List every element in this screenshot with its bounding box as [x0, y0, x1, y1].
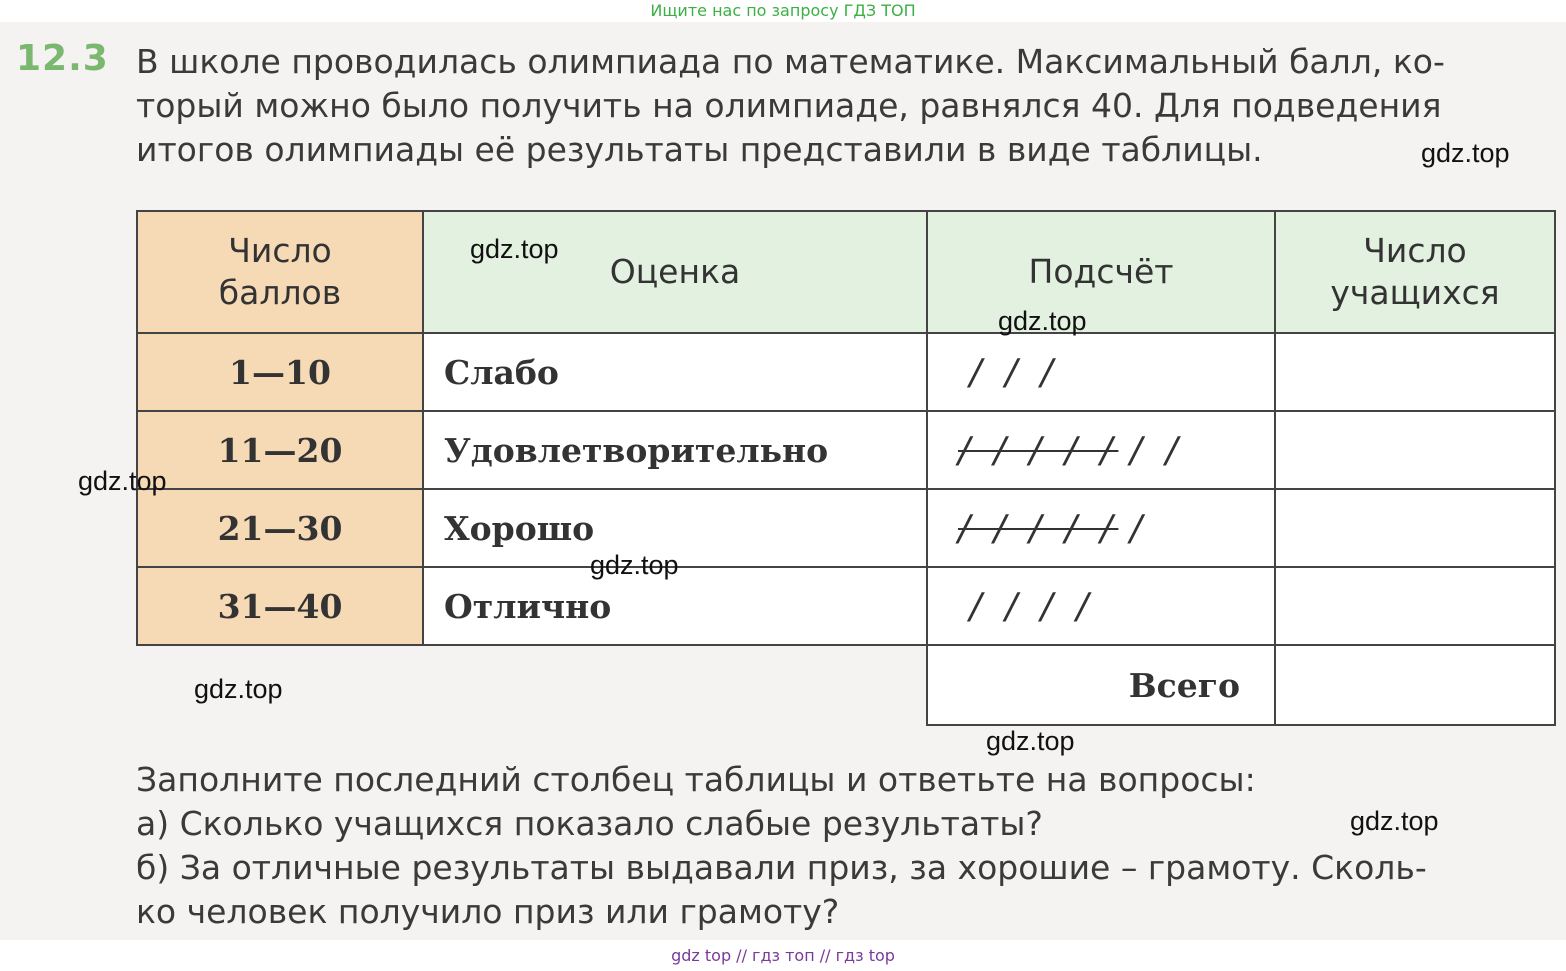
task-text-line-3: итогов олимпиады её результаты представили в виде таблицы. — [136, 130, 1263, 169]
watermark: gdz.top — [590, 550, 679, 580]
table-header-row — [137, 211, 1555, 333]
header-count-line-1: Число — [1363, 231, 1467, 270]
header-grade-label: Оценка — [609, 252, 741, 291]
header-tally-label: Подсчёт — [1028, 252, 1174, 291]
watermark: gdz.top — [78, 466, 167, 496]
top-banner[interactable]: Ищите нас по запросу ГДЗ ТОП — [650, 1, 916, 20]
empty-cell — [423, 645, 927, 725]
tally-marks — [927, 489, 1275, 567]
student-count-cell[interactable] — [1275, 567, 1555, 645]
total-label: Всего — [927, 645, 1275, 725]
question-a: а) Сколько учащихся показало слабые результаты? — [136, 804, 1043, 843]
watermark: gdz.top — [986, 726, 1075, 756]
score-range: 31—40 — [137, 567, 423, 645]
header-tally — [927, 211, 1275, 333]
student-count-cell[interactable] — [1275, 411, 1555, 489]
table-row — [137, 567, 1555, 645]
tally-rest: / / / / — [969, 585, 1095, 627]
score-range: 11—20 — [137, 411, 423, 489]
table-total-row — [137, 645, 1555, 725]
student-count-cell[interactable] — [1275, 333, 1555, 411]
tally-marks — [927, 567, 1275, 645]
watermark: gdz.top — [194, 674, 283, 704]
grade-label: Хорошо — [423, 489, 927, 567]
watermark: gdz.top — [998, 306, 1087, 336]
table-row — [137, 489, 1555, 567]
tally-marks — [927, 411, 1275, 489]
table-row — [137, 333, 1555, 411]
header-score-line-2: баллов — [218, 273, 342, 312]
task-number: 12.3 — [16, 38, 109, 79]
grade-label: Удовлетворительно — [423, 411, 927, 489]
watermark: gdz.top — [1421, 138, 1510, 168]
results-table — [136, 210, 1556, 726]
watermark: gdz.top — [470, 234, 559, 264]
student-count-cell[interactable] — [1275, 489, 1555, 567]
tally-rest: / — [1129, 507, 1149, 549]
total-count-cell[interactable] — [1275, 645, 1555, 725]
tally-struck: / / / / / — [958, 429, 1119, 471]
task-text-line-1: В школе проводилась олимпиада по математике. Максимальный балл, ко- — [136, 42, 1445, 81]
table-row — [137, 411, 1555, 489]
question-b-line-1: б) За отличные результаты выдавали приз, за хорошие – грамоту. Сколь- — [136, 848, 1427, 887]
bottom-banner[interactable]: gdz top // гдз топ // гдз top — [671, 946, 895, 965]
header-count-line-2: учащихся — [1330, 273, 1500, 312]
grade-label: Отлично — [423, 567, 927, 645]
header-grade — [423, 211, 927, 333]
header-score-line-1: Число — [228, 231, 332, 270]
questions-intro: Заполните последний столбец таблицы и ответьте на вопросы: — [136, 760, 1256, 799]
tally-rest: / / / — [969, 351, 1059, 393]
watermark: gdz.top — [1350, 806, 1439, 836]
tally-marks — [927, 333, 1275, 411]
header-count — [1275, 211, 1555, 333]
tally-struck: / / / / / — [958, 507, 1119, 549]
grade-label: Слабо — [423, 333, 927, 411]
task-text-line-2: торый можно было получить на олимпиаде, равнялся 40. Для подведения — [136, 86, 1442, 125]
score-range: 1—10 — [137, 333, 423, 411]
header-score — [137, 211, 423, 333]
score-range: 21—30 — [137, 489, 423, 567]
question-b-line-2: ко человек получило приз или грамоту? — [136, 892, 840, 931]
tally-rest: / / — [1129, 429, 1184, 471]
